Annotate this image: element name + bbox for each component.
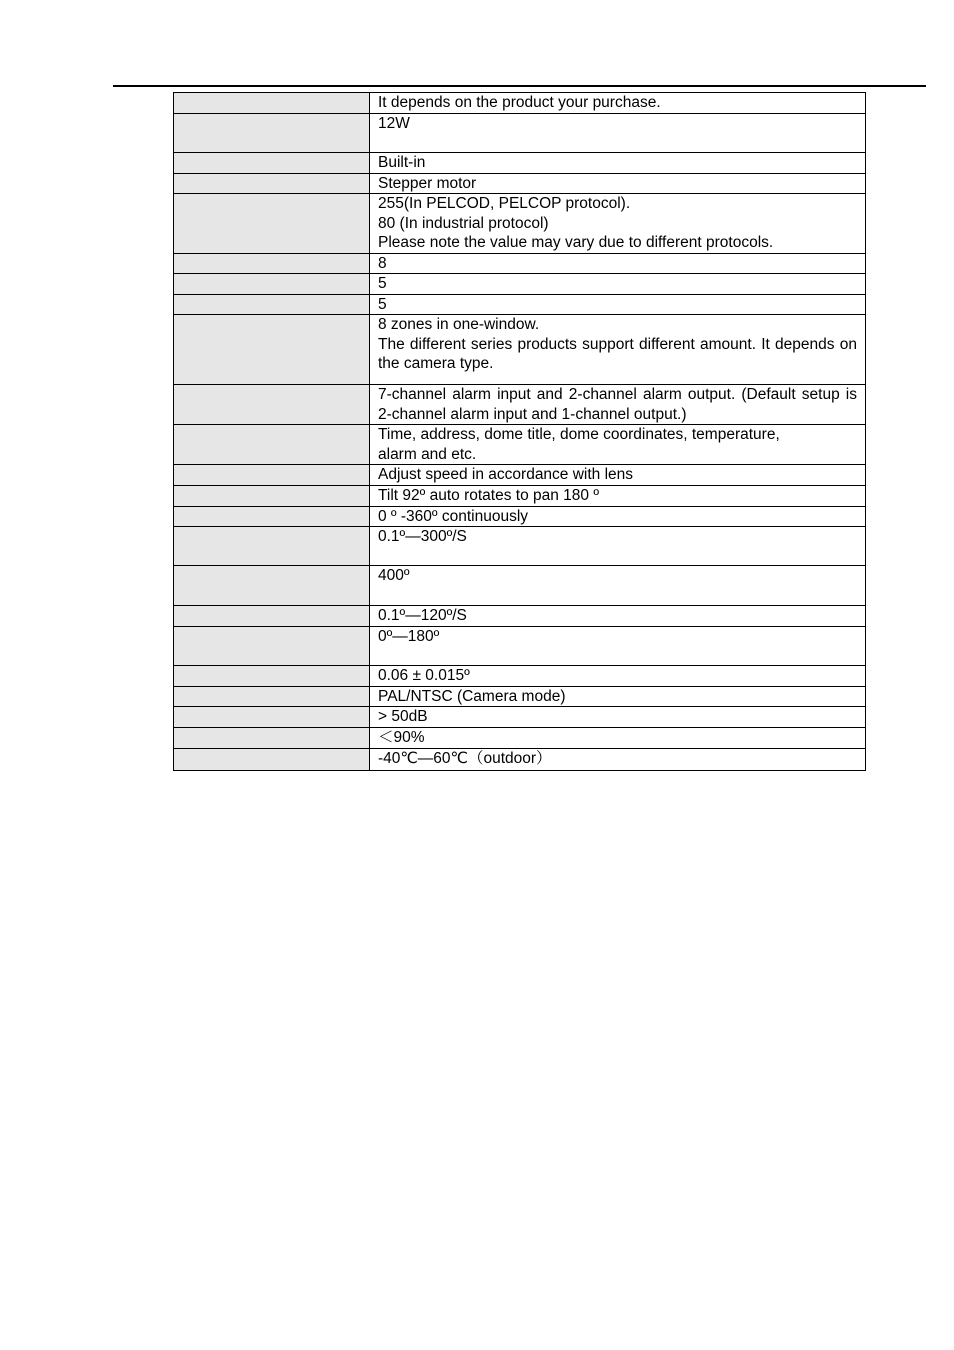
spec-row [174, 315, 866, 385]
spec-value-cell [370, 315, 866, 385]
header-rule [113, 85, 926, 87]
spec-value-line: Please note the value may vary due to different protocols. [378, 234, 774, 251]
spec-value-line: Tilt 92º auto rotates to pan 180 º [378, 486, 599, 504]
spec-value-cell [370, 728, 866, 749]
spec-value-cell [370, 194, 866, 254]
spec-label-cell [174, 385, 370, 425]
spec-label-cell [174, 527, 370, 566]
spec-label-cell [174, 194, 370, 254]
spec-value-line: 400º [378, 567, 410, 584]
spec-value-line: 255(In PELCOD, PELCOP protocol). [378, 195, 631, 212]
spec-value-cell [370, 665, 866, 686]
spec-row [174, 253, 866, 274]
spec-table-body [174, 93, 866, 771]
spec-value-line: alarm and etc. [378, 445, 477, 463]
spec-value-cell [370, 606, 866, 627]
spec-value-cell [370, 294, 866, 315]
spec-value-line: 0.1º—300º/S [378, 528, 467, 545]
spec-row [174, 173, 866, 194]
spec-value-cell [370, 153, 866, 174]
spec-label-cell [174, 93, 370, 114]
spec-value-line: Adjust speed in accordance with lens [378, 466, 634, 483]
spec-value-cell [370, 506, 866, 527]
spec-row [174, 506, 866, 527]
spec-value-cell [370, 425, 866, 465]
spec-value-cell [370, 686, 866, 707]
spec-table [173, 92, 866, 771]
spec-value-cell [370, 707, 866, 728]
spec-value-cell [370, 114, 866, 153]
spec-value-line: 5 [378, 295, 387, 313]
spec-value-line: 8 zones in one-window. [378, 316, 540, 333]
spec-label-cell [174, 665, 370, 686]
spec-value-line: 0.1º—120º/S [378, 607, 467, 624]
spec-row [174, 606, 866, 627]
spec-value-cell [370, 566, 866, 606]
spec-label-cell [174, 465, 370, 486]
spec-value-line: 12W [378, 115, 410, 132]
spec-label-cell [174, 707, 370, 728]
spec-label-cell [174, 153, 370, 174]
spec-row [174, 749, 866, 771]
spec-value-line: Time, address, dome title, dome coordinates, temperature, [378, 426, 780, 443]
spec-value-cell [370, 626, 866, 665]
spec-value-cell [370, 749, 866, 771]
spec-value-line: 8 [378, 254, 387, 272]
spec-row [174, 626, 866, 665]
spec-label-cell [174, 274, 370, 295]
spec-row [174, 294, 866, 315]
spec-label-cell [174, 606, 370, 627]
spec-row [174, 465, 866, 486]
spec-row [174, 93, 866, 114]
spec-row [174, 665, 866, 686]
spec-value-line: 0 º -360º continuously [378, 507, 529, 525]
spec-label-cell [174, 253, 370, 274]
spec-value-line: Stepper motor [378, 174, 477, 192]
spec-row [174, 707, 866, 728]
spec-row [174, 385, 866, 425]
spec-row [174, 728, 866, 749]
spec-label-cell [174, 728, 370, 749]
spec-label-cell [174, 114, 370, 153]
spec-value-paragraph: The different series products support different amount. It depends on the camera type. [378, 335, 857, 372]
spec-row [174, 274, 866, 295]
spec-label-cell [174, 749, 370, 771]
spec-value-line: It depends on the product your purchase. [378, 94, 661, 111]
spec-row [174, 425, 866, 465]
spec-value-cell [370, 385, 866, 425]
spec-row [174, 686, 866, 707]
spec-value-line: ＜90% [378, 729, 425, 746]
spec-value-cell [370, 527, 866, 566]
spec-value-cell [370, 465, 866, 486]
spec-value-cell [370, 485, 866, 506]
spec-label-cell [174, 425, 370, 465]
spec-row [174, 485, 866, 506]
spec-value-line: -40℃—60℃（outdoor） [378, 750, 552, 767]
spec-value-line: Built-in [378, 154, 426, 171]
spec-label-cell [174, 506, 370, 527]
spec-row [174, 153, 866, 174]
spec-value-cell [370, 274, 866, 295]
spec-value-line: 0.06 ± 0.015º [378, 666, 470, 684]
spec-row [174, 114, 866, 153]
spec-value-line: PAL/NTSC (Camera mode) [378, 687, 566, 705]
spec-value-line: 0º—180º [378, 627, 440, 645]
spec-label-cell [174, 566, 370, 606]
spec-value-cell [370, 253, 866, 274]
spec-value-line: 80 (In industrial protocol) [378, 214, 549, 232]
spec-value-line: 5 [378, 275, 387, 292]
spec-label-cell [174, 173, 370, 194]
spec-value-cell [370, 173, 866, 194]
spec-value-line: > 50dB [378, 708, 428, 725]
spec-label-cell [174, 686, 370, 707]
spec-value-cell [370, 93, 866, 114]
spec-row [174, 566, 866, 606]
spec-label-cell [174, 485, 370, 506]
spec-label-cell [174, 626, 370, 665]
spec-value-paragraph: 7-channel alarm input and 2-channel alarm output. (Default setup is 2-channel alarm input and 1-channel output.) [378, 386, 857, 423]
spec-row [174, 194, 866, 254]
spec-label-cell [174, 294, 370, 315]
spec-label-cell [174, 315, 370, 385]
spec-row [174, 527, 866, 566]
